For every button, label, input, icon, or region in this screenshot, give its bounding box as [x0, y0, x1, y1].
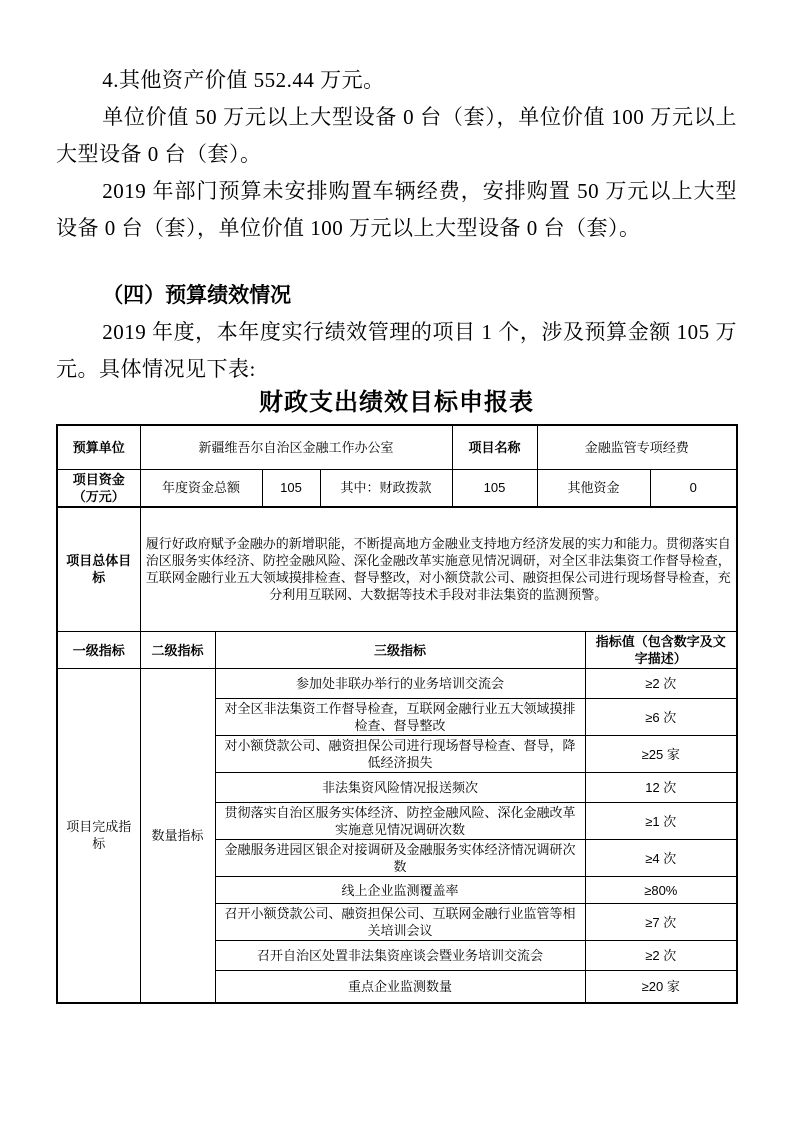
- project-name-label: 项目名称: [452, 425, 537, 469]
- paragraph-other-assets: 4.其他资产价值 552.44 万元。: [102, 68, 385, 92]
- row-indicator-headers: [57, 632, 737, 669]
- annual-funds-value: 105: [262, 469, 320, 507]
- annual-funds-label: 年度资金总额: [140, 469, 262, 507]
- indicator-text: 线上企业监测覆盖率: [215, 877, 585, 904]
- indicator-value: 12 次: [585, 773, 737, 803]
- header-level1: 一级指标: [57, 632, 140, 669]
- indicator-value: ≥25 家: [585, 736, 737, 773]
- fiscal-funds-label: 其中：财政拨款: [320, 469, 452, 507]
- indicator-text: 金融服务进园区银企对接调研及金融服务实体经济情况调研次数: [215, 840, 585, 877]
- project-name-value: 金融监管专项经费: [537, 425, 737, 469]
- paragraph-performance-intro: 2019 年度，本年度实行绩效管理的项目 1 个，涉及预算金额 105 万元。具体情况见下表:: [56, 320, 737, 381]
- other-funds-label: 其他资金: [537, 469, 650, 507]
- other-funds-value: 0: [650, 469, 737, 507]
- indicator-text: 对小额贷款公司、融资担保公司进行现场督导检查、督导，降低经济损失: [215, 736, 585, 773]
- project-funds-label: [57, 469, 140, 507]
- row-overall-goal: [57, 507, 737, 632]
- indicator-value: ≥4 次: [585, 840, 737, 877]
- overall-goal-label: 项目总体目标: [57, 507, 140, 632]
- indicator-value: ≥2 次: [585, 941, 737, 971]
- budget-unit-value: 新疆维吾尔自治区金融工作办公室: [140, 425, 452, 469]
- indicator-text: 重点企业监测数量: [215, 971, 585, 1003]
- row-project-funds: [57, 469, 737, 507]
- header-value: 指标值（包含数字及文字描述）: [585, 632, 737, 669]
- indicator-value: ≥7 次: [585, 904, 737, 941]
- project-funds-label-line1: 项目资金: [72, 471, 125, 487]
- project-funds-label-line2: （万元）: [72, 488, 125, 504]
- indicator-text: 召开自治区处置非法集资座谈会暨业务培训交流会: [215, 941, 585, 971]
- indicator-text: 贯彻落实自治区服务实体经济、防控金融风险、深化金融改革实施意见情况调研次数: [215, 803, 585, 840]
- indicator-text: 召开小额贷款公司、融资担保公司、互联网金融行业监管等相关培训会议: [215, 904, 585, 941]
- table-title: 财政支出绩效目标申报表: [259, 389, 534, 416]
- fiscal-funds-value: 105: [452, 469, 537, 507]
- indicator-text: 参加处非联办举行的业务培训交流会: [215, 669, 585, 699]
- section-heading-budget-performance: （四）预算绩效情况: [102, 283, 292, 307]
- performance-target-table: [56, 424, 738, 1004]
- indicator-value: ≥80%: [585, 877, 737, 904]
- level2-indicator-cell: 数量指标: [140, 669, 215, 1003]
- row-budget-unit: [57, 425, 737, 469]
- indicator-value: ≥2 次: [585, 669, 737, 699]
- level1-indicator-cell: 项目完成指标: [57, 669, 140, 1003]
- indicator-value: ≥1 次: [585, 803, 737, 840]
- indicator-row: [57, 669, 737, 699]
- header-level3: 三级指标: [215, 632, 585, 669]
- indicator-value: ≥20 家: [585, 971, 737, 1003]
- indicator-text: 非法集资风险情况报送频次: [215, 773, 585, 803]
- paragraph-equipment: 单位价值 50 万元以上大型设备 0 台（套），单位价值 100 万元以上大型设备 0 台（套）。: [56, 105, 737, 166]
- indicator-text: 对全区非法集资工作督导检查，互联网金融行业五大领域摸排检查、督导整改: [215, 699, 585, 736]
- header-level2: 二级指标: [140, 632, 215, 669]
- overall-goal-text: 履行好政府赋予金融办的新增职能，不断提高地方金融业支持地方经济发展的实力和能力。贯彻落实自治区服务实体经济、防控金融风险、深化金融改革实施意见情况调研，对全区非法集资工作督导检查，互联网金融行业五大领域摸排检查、督导整改，对小额贷款公司、融资担保公司进行现场督导检查，充分利用互联网、大数据等技术手段对非法集资的监测预警。: [140, 507, 737, 632]
- paragraph-vehicle-budget: 2019 年部门预算未安排购置车辆经费，安排购置 50 万元以上大型设备 0 台（套），单位价值 100 万元以上大型设备 0 台（套）。: [56, 179, 737, 240]
- budget-unit-label: 预算单位: [57, 425, 140, 469]
- indicator-value: ≥6 次: [585, 699, 737, 736]
